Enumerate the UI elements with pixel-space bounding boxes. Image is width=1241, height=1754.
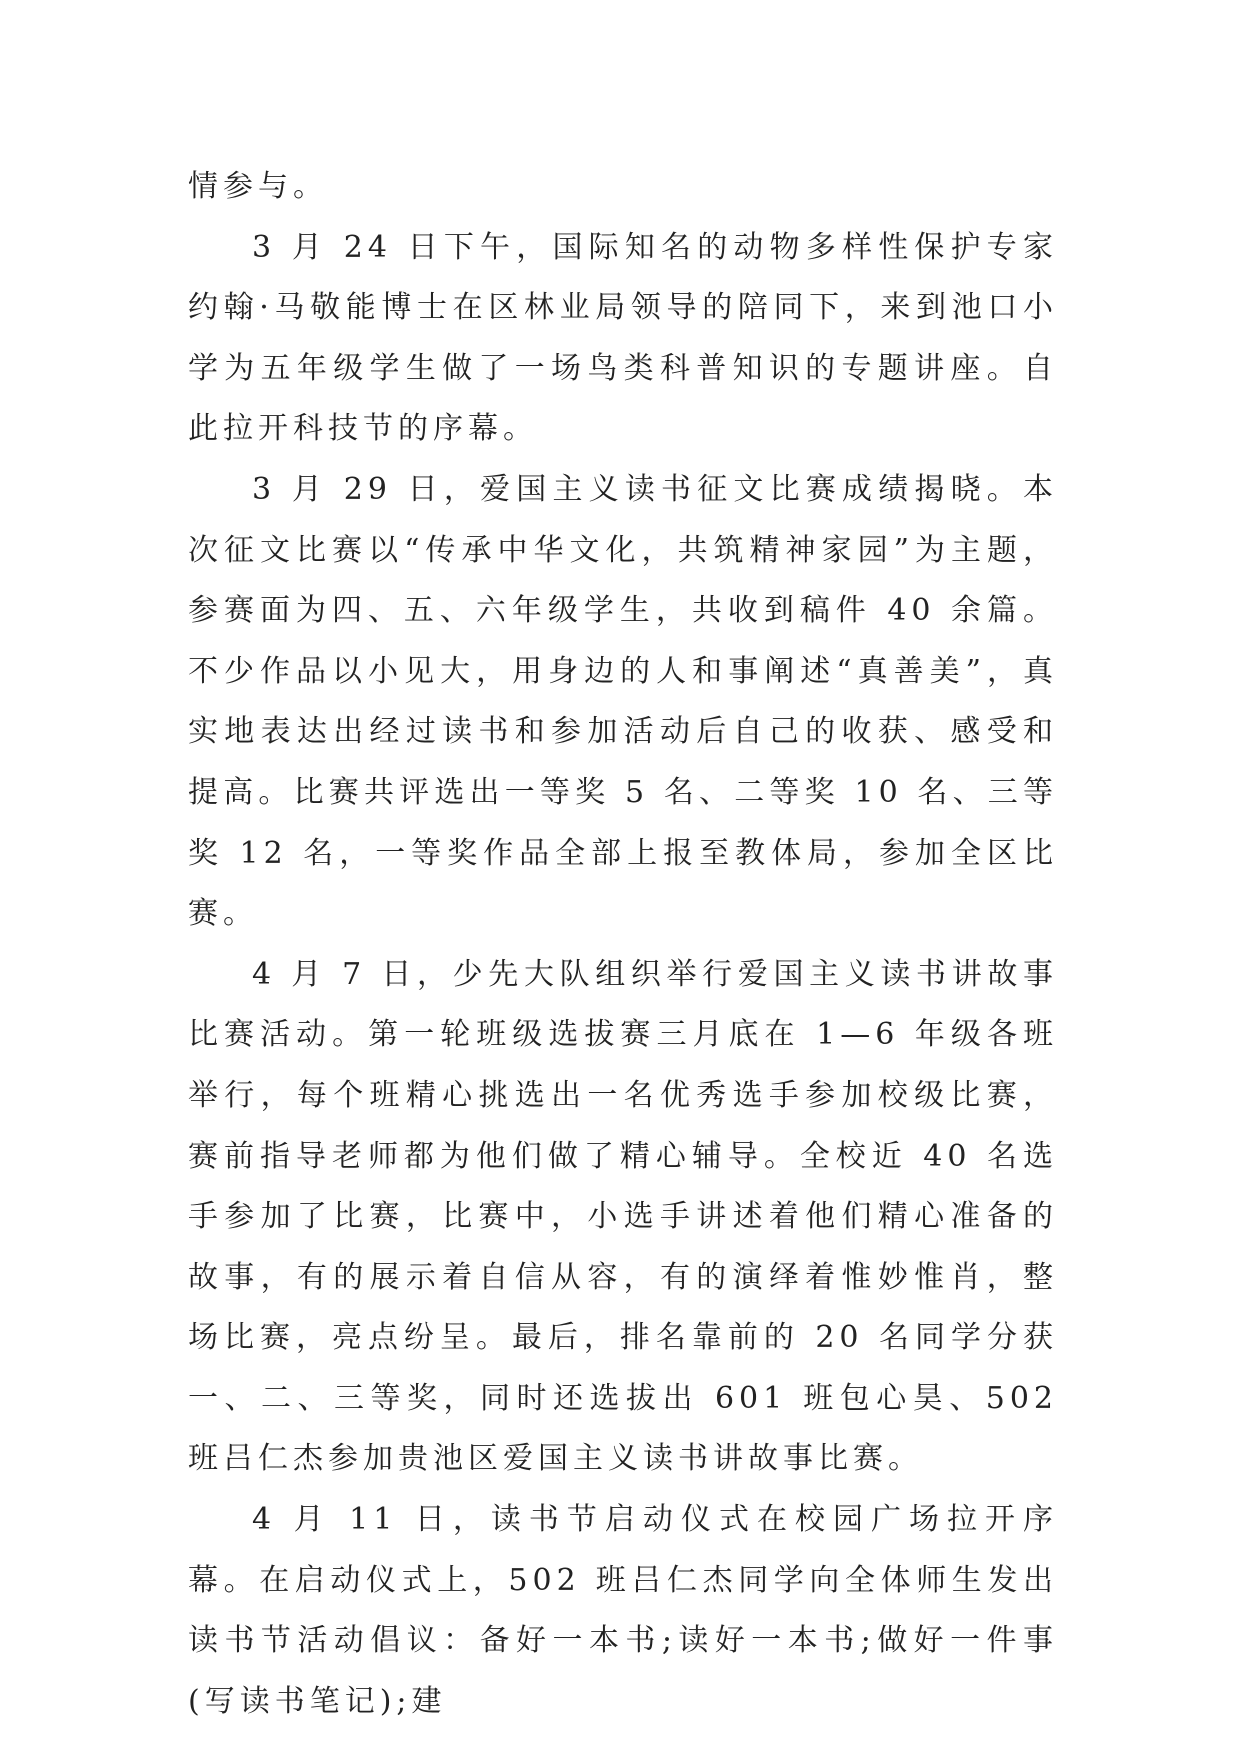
paragraph-continuation: 情参与。 xyxy=(188,169,328,204)
paragraph-march-24: 3 月 24 日下午，国际知名的动物多样性保护专家约翰·马敬能博士在区林业局领导的陪同下，来到池口小学为五年级学生做了一场鸟类科普知识的专题讲座。自此拉开科技节的序幕。 xyxy=(188,229,1058,447)
paragraph-april-11: 4 月 11 日，读书节启动仪式在校园广场拉开序幕。在启动仪式上，502 班吕仁杰同学向全体师生发出读书节活动倡议：备好一本书;读好一本书;做好一件事(写读书笔记);建 xyxy=(188,1502,1058,1719)
paragraph-march-29: 3 月 29 日，爱国主义读书征文比赛成绩揭晓。本次征文比赛以“传承中华文化，共筑精神家园”为主题，参赛面为四、五、六年级学生，共收到稿件 40 余篇。不少作品以小见大，用身边的人和事阐述“真善美”，真实地表达出经过读书和参加活动后自己的收获、感受和提高。比赛共评选出一等奖 5 名、二等奖 10 名、三等奖 12 名，一等奖作品全部上报至教体局，参加全区比赛。 xyxy=(188,471,1058,932)
document-body xyxy=(188,157,1058,1732)
paragraph-april-7: 4 月 7 日，少先大队组织举行爱国主义读书讲故事比赛活动。第一轮班级选拔赛三月底在 1—6 年级各班举行，每个班精心挑选出一名优秀选手参加校级比赛，赛前指导老师都为他们做了精心辅导。全校近 40 名选手参加了比赛，比赛中，小选手讲述着他们精心准备的故事，有的展示着自信从容，有的演绎着惟妙惟肖，整场比赛，亮点纷呈。最后，排名靠前的 20 名同学分获一、二、三等奖，同时还选拔出 601 班包心昊、502 班吕仁杰参加贵池区爱国主义读书讲故事比赛。 xyxy=(188,956,1058,1477)
